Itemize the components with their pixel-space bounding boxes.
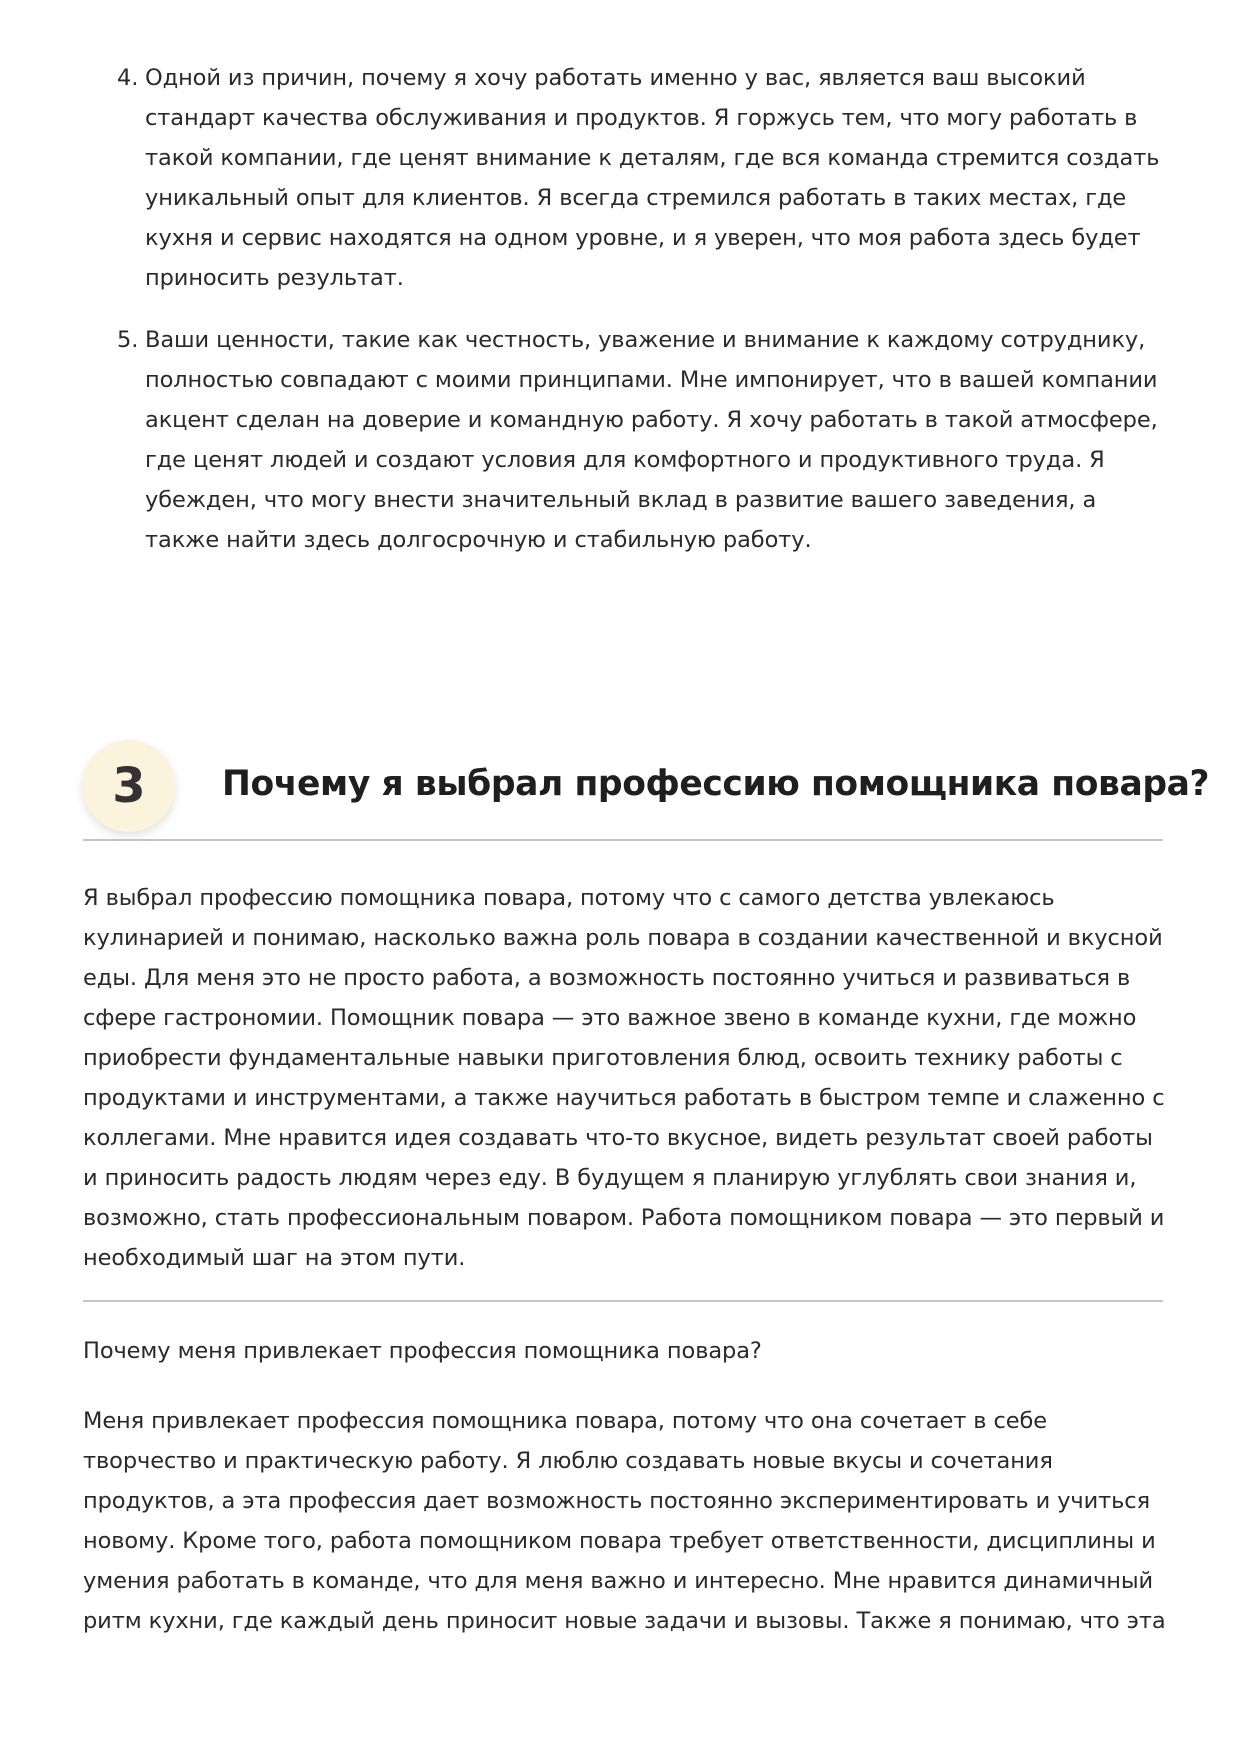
list-item: [115, 320, 1160, 560]
section-number-badge: 3: [83, 740, 175, 832]
subheading: Почему меня привлекает профессия помощника повара?: [83, 1338, 762, 1364]
content-divider: [83, 1300, 1163, 1302]
numbered-list: [115, 58, 1160, 582]
section-intro-paragraph: Я выбрал профессию помощника повара, потому что с самого детства увлекаюсь кулинарией и понимаю, насколько важна роль повара в создании качественной и вкусной еды. Для меня это не просто работа, а возможность постоянно учиться и развиваться в сфере гастрономии. Помощник повара — это важное звено в команде кухни, где можно приобрести фундаментальные навыки приготовления блюд, освоить технику работы с продуктами и инструментами, а также научиться работать в быстром темпе и слаженно с коллегами. Мне нравится идея создавать что-то вкусное, видеть результат своей работы и приносить радость людям через еду. В будущем я планирую углублять свои знания и, возможно, стать профессиональным поваром. Работа помощником повара — это первый и необходимый шаг на этом пути.: [83, 885, 1165, 1271]
list-item-number: 5.: [117, 327, 139, 353]
list-item-text: Одной из причин, почему я хочу работать именно у вас, является ваш высокий стандарт качества обслуживания и продуктов. Я горжусь тем, что могу работать в такой компании, где ценят внимание к деталям, где вся команда стремится создать уникальный опыт для клиентов. Я всегда стремился работать в таких местах, где кухня и сервис находятся на одном уровне, и я уверен, что моя работа здесь будет приносить результат.: [145, 65, 1160, 291]
body-paragraph: Меня привлекает профессия помощника повара, потому что она сочетает в себе творчество и практическую работу. Я люблю создавать новые вкусы и сочетания продуктов, а эта профессия дает возможность постоянно экспериментировать и учиться новому. Кроме того, работа помощником повара требует ответственности, дисциплины и умения работать в команде, что для меня важно и интересно. Мне нравится динамичный ритм кухни, где каждый день приносит новые задачи и вызовы. Также я понимаю, что эта: [83, 1408, 1166, 1634]
list-item-number: 4.: [117, 65, 139, 91]
list-item-text: Ваши ценности, такие как честность, уважение и внимание к каждому сотруднику, полностью совпадают с моими принципами. Мне импонирует, что в вашей компании акцент сделан на доверие и командную работу. Я хочу работать в такой атмосфере, где ценят людей и создают условия для комфортного и продуктивного труда. Я убежден, что могу внести значительный вклад в развитие вашего заведения, а также найти здесь долгосрочную и стабильную работу.: [145, 327, 1158, 553]
section-header: [83, 738, 1210, 850]
section-title: Почему я выбрал профессию помощника повара?: [222, 764, 1210, 804]
section-divider: [83, 839, 1163, 841]
list-item: [115, 58, 1160, 298]
